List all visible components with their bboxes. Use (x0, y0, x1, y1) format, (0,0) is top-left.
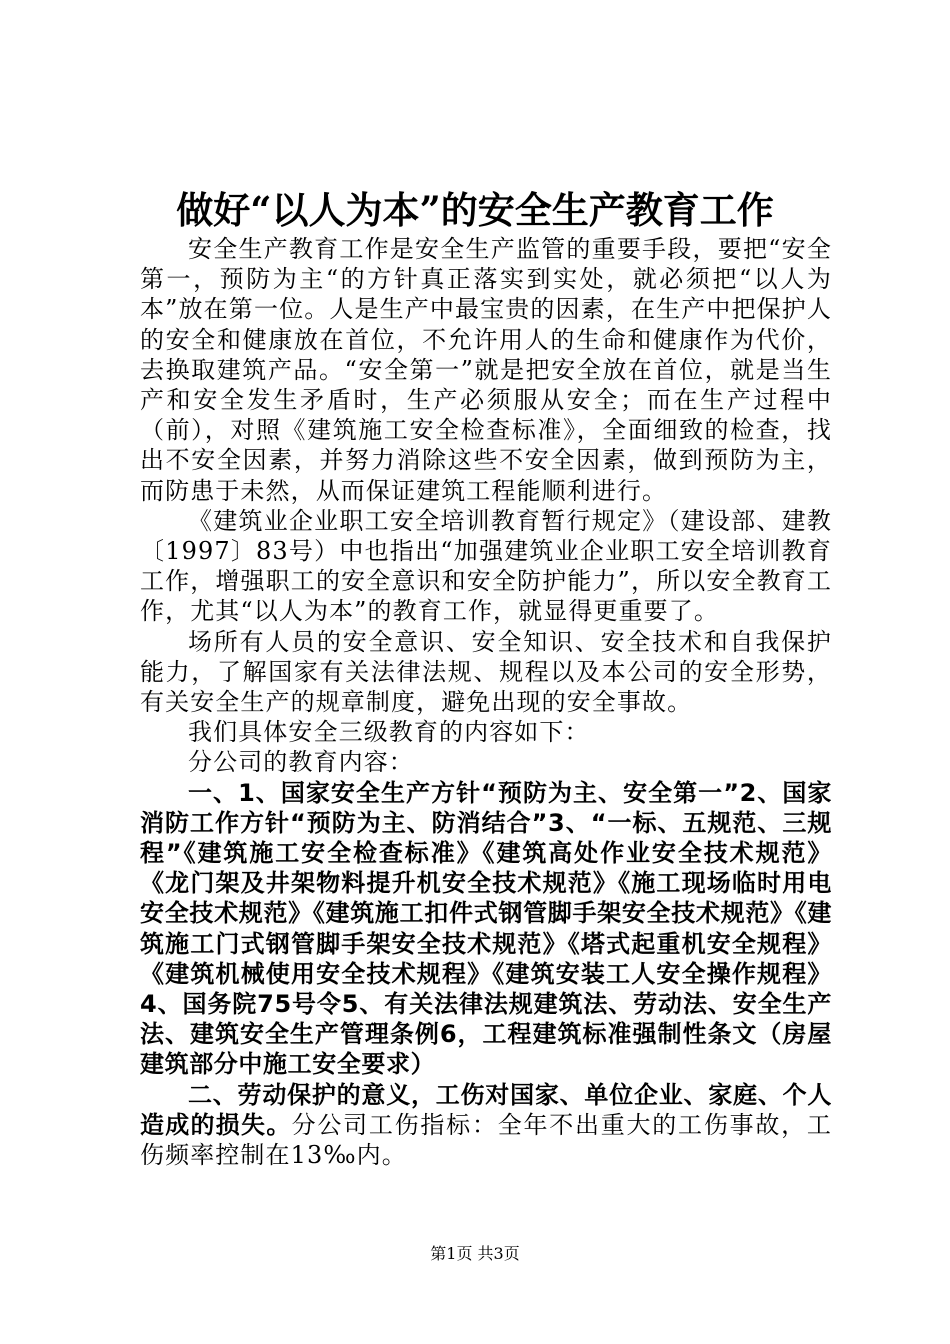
paragraph-regulation: 《建筑业企业职工安全培训教育暂行规定》（建设部、建教〔1997〕83号）中也指出“加强建筑业企业职工安全培训教育工作，增强职工的安全意识和安全防护能力”，所以安全教育工作，尤其“以人为本”的教育工作，就显得更重要了。 (140, 506, 832, 626)
document-body (140, 234, 832, 1170)
paragraph-education-intro: 我们具体安全三级教育的内容如下： (188, 718, 590, 747)
paragraph-intro: 安全生产教育工作是安全生产监管的重要手段，要把“安全第一，预防为主“的方针真正落实到实处，就必须把“以人为本”放在第一位。人是生产中最宝贵的因素，在生产中把保护人的安全和健康放在首位，不允许用人的生命和健康作为代价，去换取建筑产品。“安全第一”就是把安全放在首位，就是当生产和安全发生矛盾时，生产必须服从安全；而在生产过程中（前），对照《建筑施工安全检查标准》，全面细致的检查，找出不安全因素，并努力消除这些不安全因素，做到预防为主，而防患于未然，从而保证建筑工程能顺利进行。 (140, 235, 832, 505)
document-title: 做好“以人为本”的安全生产教育工作 (176, 188, 774, 232)
paragraph-section-one: 一、1、国家安全生产方针“预防为主、安全第一”2、国家消防工作方针“预防为主、防消结合”3、“一标、五规范、三规程”《建筑施工安全检查标准》《建筑高处作业安全技术规范》《龙门架及井架物料提升机安全技术规范》《施工现场临时用电安全技术规范》《建筑施工扣件式钢管脚手架安全技术规范》《建筑施工门式钢管脚手架安全技术规范》《塔式起重机安全规程》《建筑机械使用安全技术规程》《建筑安装工人安全操作规程》4、国务院75号令5、有关法律法规建筑法、劳动法、安全生产法、建筑安全生产管理条例6，工程建筑标准强制性条文（房屋建筑部分中施工安全要求） (140, 778, 832, 1079)
section-two-text: 分公司工伤指标：全年不出重大的工伤事故，工伤频率控制在13‰内。 (140, 1110, 832, 1170)
paragraph-section-two (140, 1080, 832, 1171)
section-two-heading: 二、劳动保护的意义，工伤对国家、单位企业、家庭、个人造成的损失。 (140, 1080, 832, 1139)
page-footer: 第1页 共3页 (430, 1244, 520, 1263)
paragraph-branch-content: 分公司的教育内容： (188, 748, 414, 777)
paragraph-awareness: 场所有人员的安全意识、安全知识、安全技术和自我保护能力，了解国家有关法律法规、规程以及本公司的安全形势，有关安全生产的规章制度，避免出现的安全事故。 (140, 627, 832, 717)
